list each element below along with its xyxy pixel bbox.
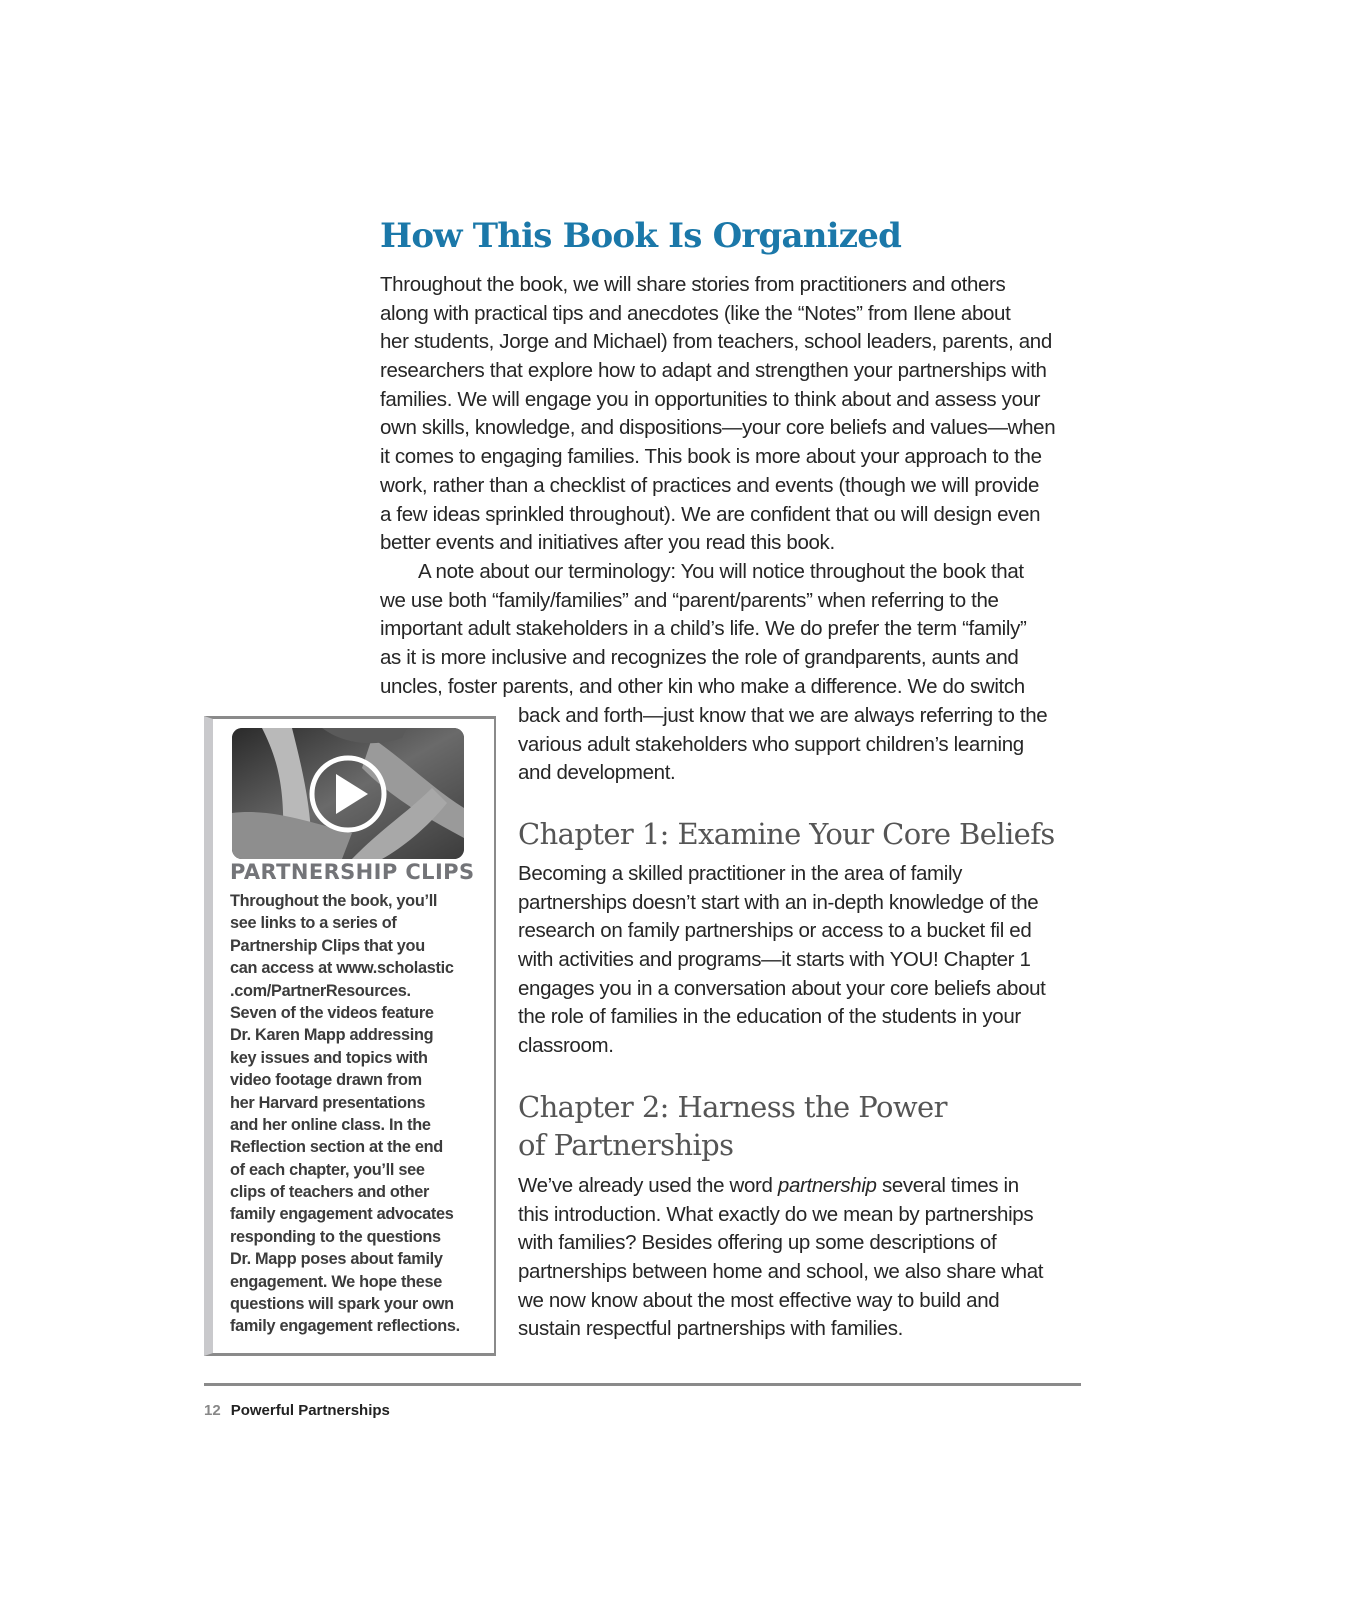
chapter-2-heading [518, 1088, 947, 1164]
sidebar-body-line: her Harvard presentations [230, 1093, 426, 1112]
chapter-1-body-line: Becoming a skilled practitioner in the area of family [518, 862, 963, 885]
intro-line: we use both “family/families” and “parent/parents” when referring to the [380, 588, 999, 612]
sidebar-title: PARTNERSHIP CLIPS [230, 860, 475, 884]
sidebar-body [230, 890, 460, 1338]
intro-line: along with practical tips and anecdotes (like the “Notes” from Ilene about [380, 301, 1011, 325]
sidebar-body-line: see links to a series of [230, 914, 397, 933]
intro-line: various adult stakeholders who support children’s learning [518, 732, 1024, 756]
section-title: How This Book Is Organized [380, 216, 902, 256]
chapter-1-body-line: the role of families in the education of the students in your [518, 1005, 1021, 1029]
sidebar-body-line: engagement. We hope these [230, 1272, 443, 1291]
page-number: 12 [204, 1402, 221, 1419]
footer-divider [204, 1383, 1081, 1386]
chapter-2-body [518, 1172, 1043, 1344]
sidebar-body-line: Partnership Clips that you [230, 936, 425, 955]
chapter-1-body-line: research on family partnerships or access to a bucket fil ed [518, 919, 1032, 943]
italic-term: partnership [777, 1174, 877, 1197]
intro-line: work, rather than a checklist of practices and events (though we will provide [380, 473, 1039, 497]
sidebar-body-line: and her online class. In the [230, 1115, 431, 1134]
video-thumbnail[interactable] [232, 728, 464, 859]
sidebar-body-line: responding to the questions [230, 1227, 441, 1246]
intro-line: important adult stakeholders in a child’s life. We do prefer the term “family” [380, 617, 1027, 641]
chapter-1-body-line: engages you in a conversation about your core beliefs about [518, 976, 1046, 1000]
sidebar-body-line: .com/PartnerResources. [230, 981, 411, 1000]
chapter-1-body [518, 860, 1046, 1061]
text-run: several times in [876, 1174, 1019, 1197]
chapter-2-body-line: partnerships between home and school, we also share what [518, 1260, 1044, 1284]
intro-paragraph [380, 271, 1055, 701]
intro-line: families. We will engage you in opportunities to think about and assess your [380, 387, 1041, 411]
sidebar-body-line: Reflection section at the end [230, 1138, 443, 1157]
chapter-2-body-line: sustain respectful partnerships with families. [518, 1317, 903, 1341]
sidebar-body-line: Seven of the videos feature [230, 1003, 434, 1022]
chapter-1-body-line: partnerships doesn’t start with an in-depth knowledge of the [518, 890, 1039, 914]
chapter-2-heading-line: of Partnerships [518, 1128, 734, 1162]
intro-line: her students, Jorge and Michael) from teachers, school leaders, parents, and [380, 330, 1052, 354]
sidebar-body-line: Dr. Karen Mapp addressing [230, 1026, 434, 1045]
chapter-2-body-line [518, 1172, 1043, 1201]
chapter-2-heading-line: Chapter 2: Harness the Power [518, 1090, 947, 1124]
intro-line: as it is more inclusive and recognizes the role of grandparents, aunts and [380, 645, 1019, 669]
sidebar-body-line: key issues and topics with [230, 1048, 428, 1067]
intro-line: back and forth—just know that we are always referring to the [518, 704, 1048, 727]
intro-line: and development. [518, 761, 676, 785]
chapter-1-body-line: classroom. [518, 1034, 614, 1058]
intro-line: researchers that explore how to adapt and strengthen your partnerships with [380, 359, 1047, 383]
intro-line: Throughout the book, we will share stories from practitioners and others [380, 273, 1006, 296]
chapter-2-body-line: this introduction. What exactly do we mean by partnerships [518, 1202, 1034, 1226]
intro-line: A note about our terminology: You will notice throughout the book that [418, 559, 1024, 583]
intro-line: better events and initiatives after you read this book. [380, 531, 835, 555]
chapter-1-heading: Chapter 1: Examine Your Core Beliefs [518, 817, 1055, 851]
intro-line: uncles, foster parents, and other kin who make a difference. We do switch [380, 674, 1025, 698]
sidebar-body-line: of each chapter, you’ll see [230, 1160, 425, 1179]
running-title: Powerful Partnerships [230, 1402, 390, 1419]
chapter-1-body-line: with activities and programs—it starts with YOU! Chapter 1 [518, 948, 1031, 972]
sidebar-body-line: video footage drawn from [230, 1071, 422, 1090]
intro-line: own skills, knowledge, and dispositions—your core beliefs and values—when [380, 416, 1056, 440]
sidebar-body-line: Throughout the book, you’ll [230, 892, 438, 910]
chapter-2-body-line: we now know about the most effective way to build and [518, 1288, 1000, 1312]
chapter-2-body-line: with families? Besides offering up some descriptions of [518, 1231, 997, 1255]
sidebar-body-line: family engagement advocates [230, 1205, 454, 1224]
intro-line: it comes to engaging families. This book is more about your approach to the [380, 445, 1042, 469]
page-footer [204, 1402, 390, 1419]
hands-photo [232, 728, 464, 859]
sidebar-body-line: questions will spark your own [230, 1295, 454, 1314]
intro-line: a few ideas sprinkled throughout). We are confident that ou will design even [380, 502, 1041, 526]
sidebar-body-line: can access at www.scholastic [230, 959, 454, 978]
sidebar-body-line: family engagement reflections. [230, 1317, 460, 1336]
sidebar-body-line: clips of teachers and other [230, 1183, 430, 1202]
sidebar-body-line: Dr. Mapp poses about family [230, 1250, 443, 1269]
intro-paragraph-continued [518, 702, 1047, 788]
text-run: We’ve already used the word [518, 1174, 778, 1197]
